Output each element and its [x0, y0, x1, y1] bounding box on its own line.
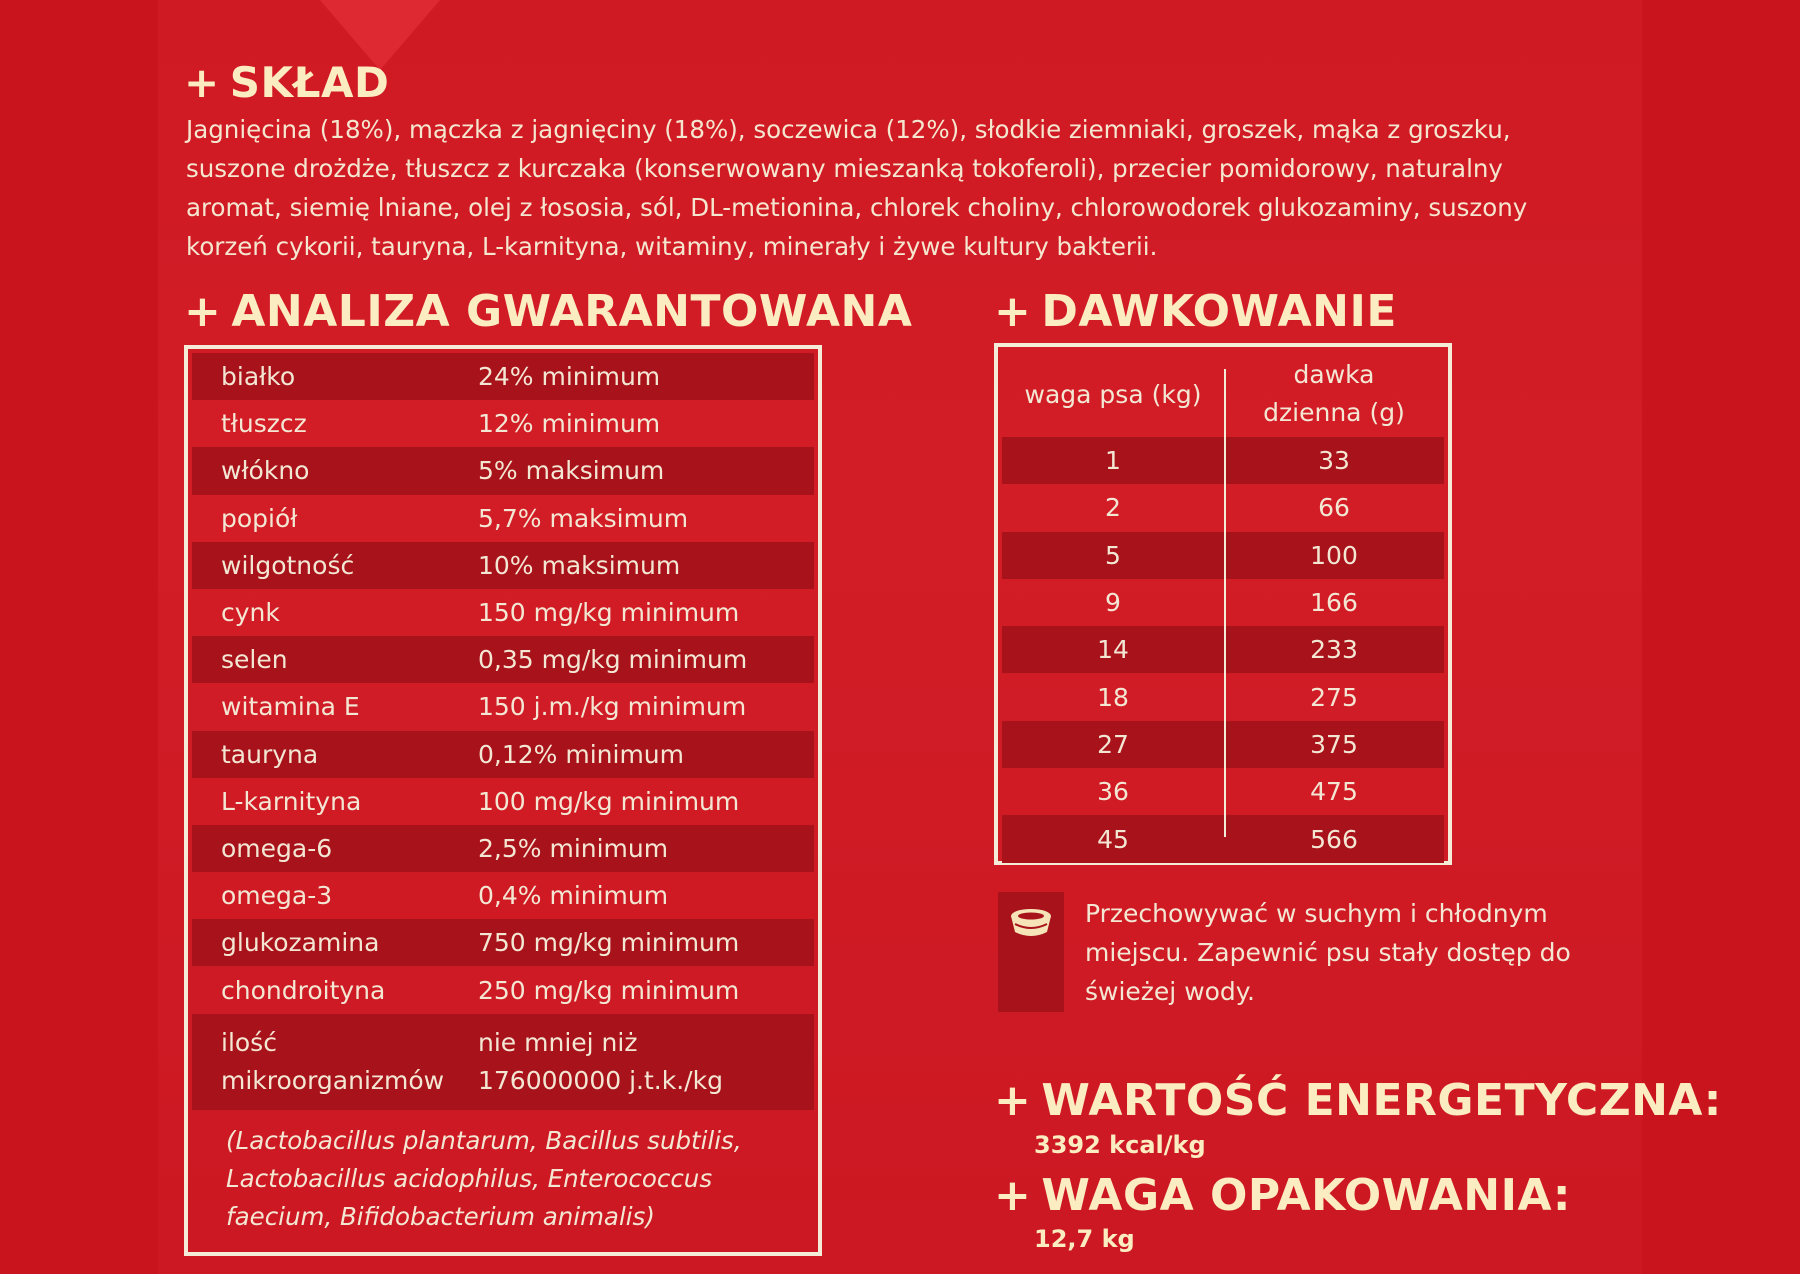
table-row — [192, 353, 814, 400]
nutrient-name: cynk — [221, 598, 280, 628]
header-daily-dose — [1224, 356, 1444, 432]
nutrient-name: omega-6 — [221, 833, 333, 863]
table-row — [192, 825, 814, 872]
energy-value: 3392 kcal/kg — [1034, 1131, 1206, 1159]
plus-icon: + — [184, 58, 220, 107]
bacteria-species — [192, 1110, 814, 1236]
table-row — [192, 400, 814, 447]
table-row — [192, 447, 814, 494]
nutrient-name: wilgotność — [221, 550, 355, 580]
microorganisms-name-line2: mikroorganizmów — [221, 1065, 445, 1095]
nutrient-value: 0,4% minimum — [478, 881, 669, 911]
table-row — [192, 589, 814, 636]
table-row — [192, 542, 814, 589]
dog-weight: 27 — [1097, 729, 1129, 759]
energy-title: WARTOŚĆ ENERGETYCZNA: — [1041, 1075, 1722, 1126]
dog-weight: 9 — [1105, 588, 1121, 618]
package-weight-title: WAGA OPAKOWANIA: — [1041, 1170, 1571, 1221]
table-row — [192, 872, 814, 919]
package-weight-value: 12,7 kg — [1034, 1225, 1135, 1253]
table-row — [192, 731, 814, 778]
dog-weight: 45 — [1097, 824, 1129, 854]
species-line: faecium, Bifidobacterium animalis) — [226, 1201, 655, 1231]
daily-dose: 475 — [1310, 777, 1358, 807]
daily-dose: 33 — [1318, 446, 1350, 476]
microorganisms-name-line1: ilość — [221, 1027, 277, 1057]
table-row — [1002, 532, 1444, 579]
table-row — [1002, 673, 1444, 720]
dog-weight: 2 — [1105, 493, 1121, 523]
column-divider — [1224, 369, 1226, 837]
left-margin — [0, 0, 158, 1274]
nutrient-value: 10% maksimum — [478, 550, 681, 580]
nutrient-value: 0,12% minimum — [478, 739, 685, 769]
storage-instructions: Przechowywać w suchym i chłodnym miejscu. Zapewnić psu stały dostęp do świeżej wody. — [1085, 899, 1571, 1006]
nutrient-name: tłuszcz — [221, 409, 307, 439]
nutrient-value: 12% minimum — [478, 409, 661, 439]
nutrient-name: białko — [221, 362, 296, 392]
nutrient-value: 250 mg/kg minimum — [478, 975, 740, 1005]
nutrient-name: chondroityna — [221, 975, 386, 1005]
dog-weight: 18 — [1097, 682, 1129, 712]
table-row — [1002, 768, 1444, 815]
table-row — [192, 636, 814, 683]
daily-dose: 166 — [1310, 588, 1358, 618]
dosage-header — [1002, 351, 1444, 437]
composition-title: SKŁAD — [229, 58, 390, 107]
table-row — [192, 778, 814, 825]
table-row — [1002, 626, 1444, 673]
microorganisms-value-line2: 176000000 j.t.k./kg — [478, 1065, 723, 1095]
daily-dose: 66 — [1318, 493, 1350, 523]
nutrient-name: tauryna — [221, 739, 319, 769]
nutrient-value: 150 mg/kg minimum — [478, 598, 740, 628]
plus-icon: + — [184, 286, 222, 337]
daily-dose: 566 — [1310, 824, 1358, 854]
microorganisms-value-line1: nie mniej niż — [478, 1027, 638, 1057]
table-row — [1002, 721, 1444, 768]
composition-text: Jagnięcina (18%), mączka z jagnięciny (18%), soczewica (12%), słodkie ziemniaki, groszek, mąka z groszku, suszone drożdże, tłuszcz z kurczaka (konserwowany mieszanką tokoferoli), przecier pomidorowy, naturalny aromat, siemię lniane, olej z łososia, sól, DL-metionina, chlorek choliny, chlorowodorek glukozaminy, suszony korzeń cykorii, tauryna, L-karnityna, witaminy, minerały i żywe kultury bakterii. — [186, 115, 1528, 261]
microorganisms-value — [478, 1024, 814, 1100]
nutrient-value: 5% maksimum — [478, 456, 665, 486]
daily-dose: 233 — [1310, 635, 1358, 665]
dog-weight: 14 — [1097, 635, 1129, 665]
table-row — [192, 966, 814, 1013]
plus-icon: + — [994, 1075, 1032, 1126]
dog-weight: 36 — [1097, 777, 1129, 807]
table-row — [192, 683, 814, 730]
plus-icon: + — [994, 286, 1032, 337]
composition-heading — [184, 58, 389, 107]
table-row — [1002, 815, 1444, 862]
daily-dose: 275 — [1310, 682, 1358, 712]
nutrient-value: 0,35 mg/kg minimum — [478, 645, 748, 675]
table-row — [1002, 484, 1444, 531]
nutrient-value: 100 mg/kg minimum — [478, 786, 740, 816]
table-row — [1002, 437, 1444, 484]
dosage-title: DAWKOWANIE — [1041, 286, 1397, 337]
microorganisms-name — [192, 1024, 478, 1100]
table-row — [192, 919, 814, 966]
table-row — [1002, 579, 1444, 626]
package-weight-heading — [994, 1170, 1571, 1221]
analysis-title: ANALIZA GWARANTOWANA — [231, 286, 913, 337]
dosage-table — [994, 343, 1452, 865]
daily-dose: 375 — [1310, 729, 1358, 759]
nutrient-value: 5,7% maksimum — [478, 503, 689, 533]
daily-dose: 100 — [1310, 540, 1358, 570]
dog-weight: 5 — [1105, 540, 1121, 570]
nutrient-value: 24% minimum — [478, 362, 661, 392]
nutrient-name: selen — [221, 645, 288, 675]
header-dog-weight: waga psa (kg) — [1024, 379, 1202, 409]
nutrient-name: omega-3 — [221, 881, 333, 911]
energy-heading — [994, 1075, 1722, 1126]
storage-icon-box — [998, 892, 1064, 1012]
header-daily-dose-line2: dzienna (g) — [1263, 398, 1405, 427]
nutrient-value: 2,5% minimum — [478, 833, 669, 863]
dosage-heading — [994, 286, 1397, 337]
nutrient-name: witamina E — [221, 692, 360, 722]
nutrient-name: popiół — [221, 503, 298, 533]
bowl-icon — [1006, 904, 1056, 944]
nutrient-value: 750 mg/kg minimum — [478, 928, 740, 958]
microorganisms-row — [192, 1014, 814, 1110]
plus-icon: + — [994, 1170, 1032, 1221]
nutrient-name: glukozamina — [221, 928, 380, 958]
header-daily-dose-line1: dawka — [1293, 360, 1375, 389]
dog-weight: 1 — [1105, 446, 1121, 476]
species-line: (Lactobacillus plantarum, Bacillus subtilis, — [226, 1125, 742, 1155]
nutrient-value: 150 j.m./kg minimum — [478, 692, 747, 722]
table-row — [192, 495, 814, 542]
analysis-heading — [184, 286, 912, 337]
species-line: Lactobacillus acidophilus, Enterococcus — [226, 1163, 713, 1193]
nutrient-name: L-karnityna — [221, 786, 362, 816]
nutrient-name: włókno — [221, 456, 310, 486]
analysis-table — [184, 345, 822, 1256]
